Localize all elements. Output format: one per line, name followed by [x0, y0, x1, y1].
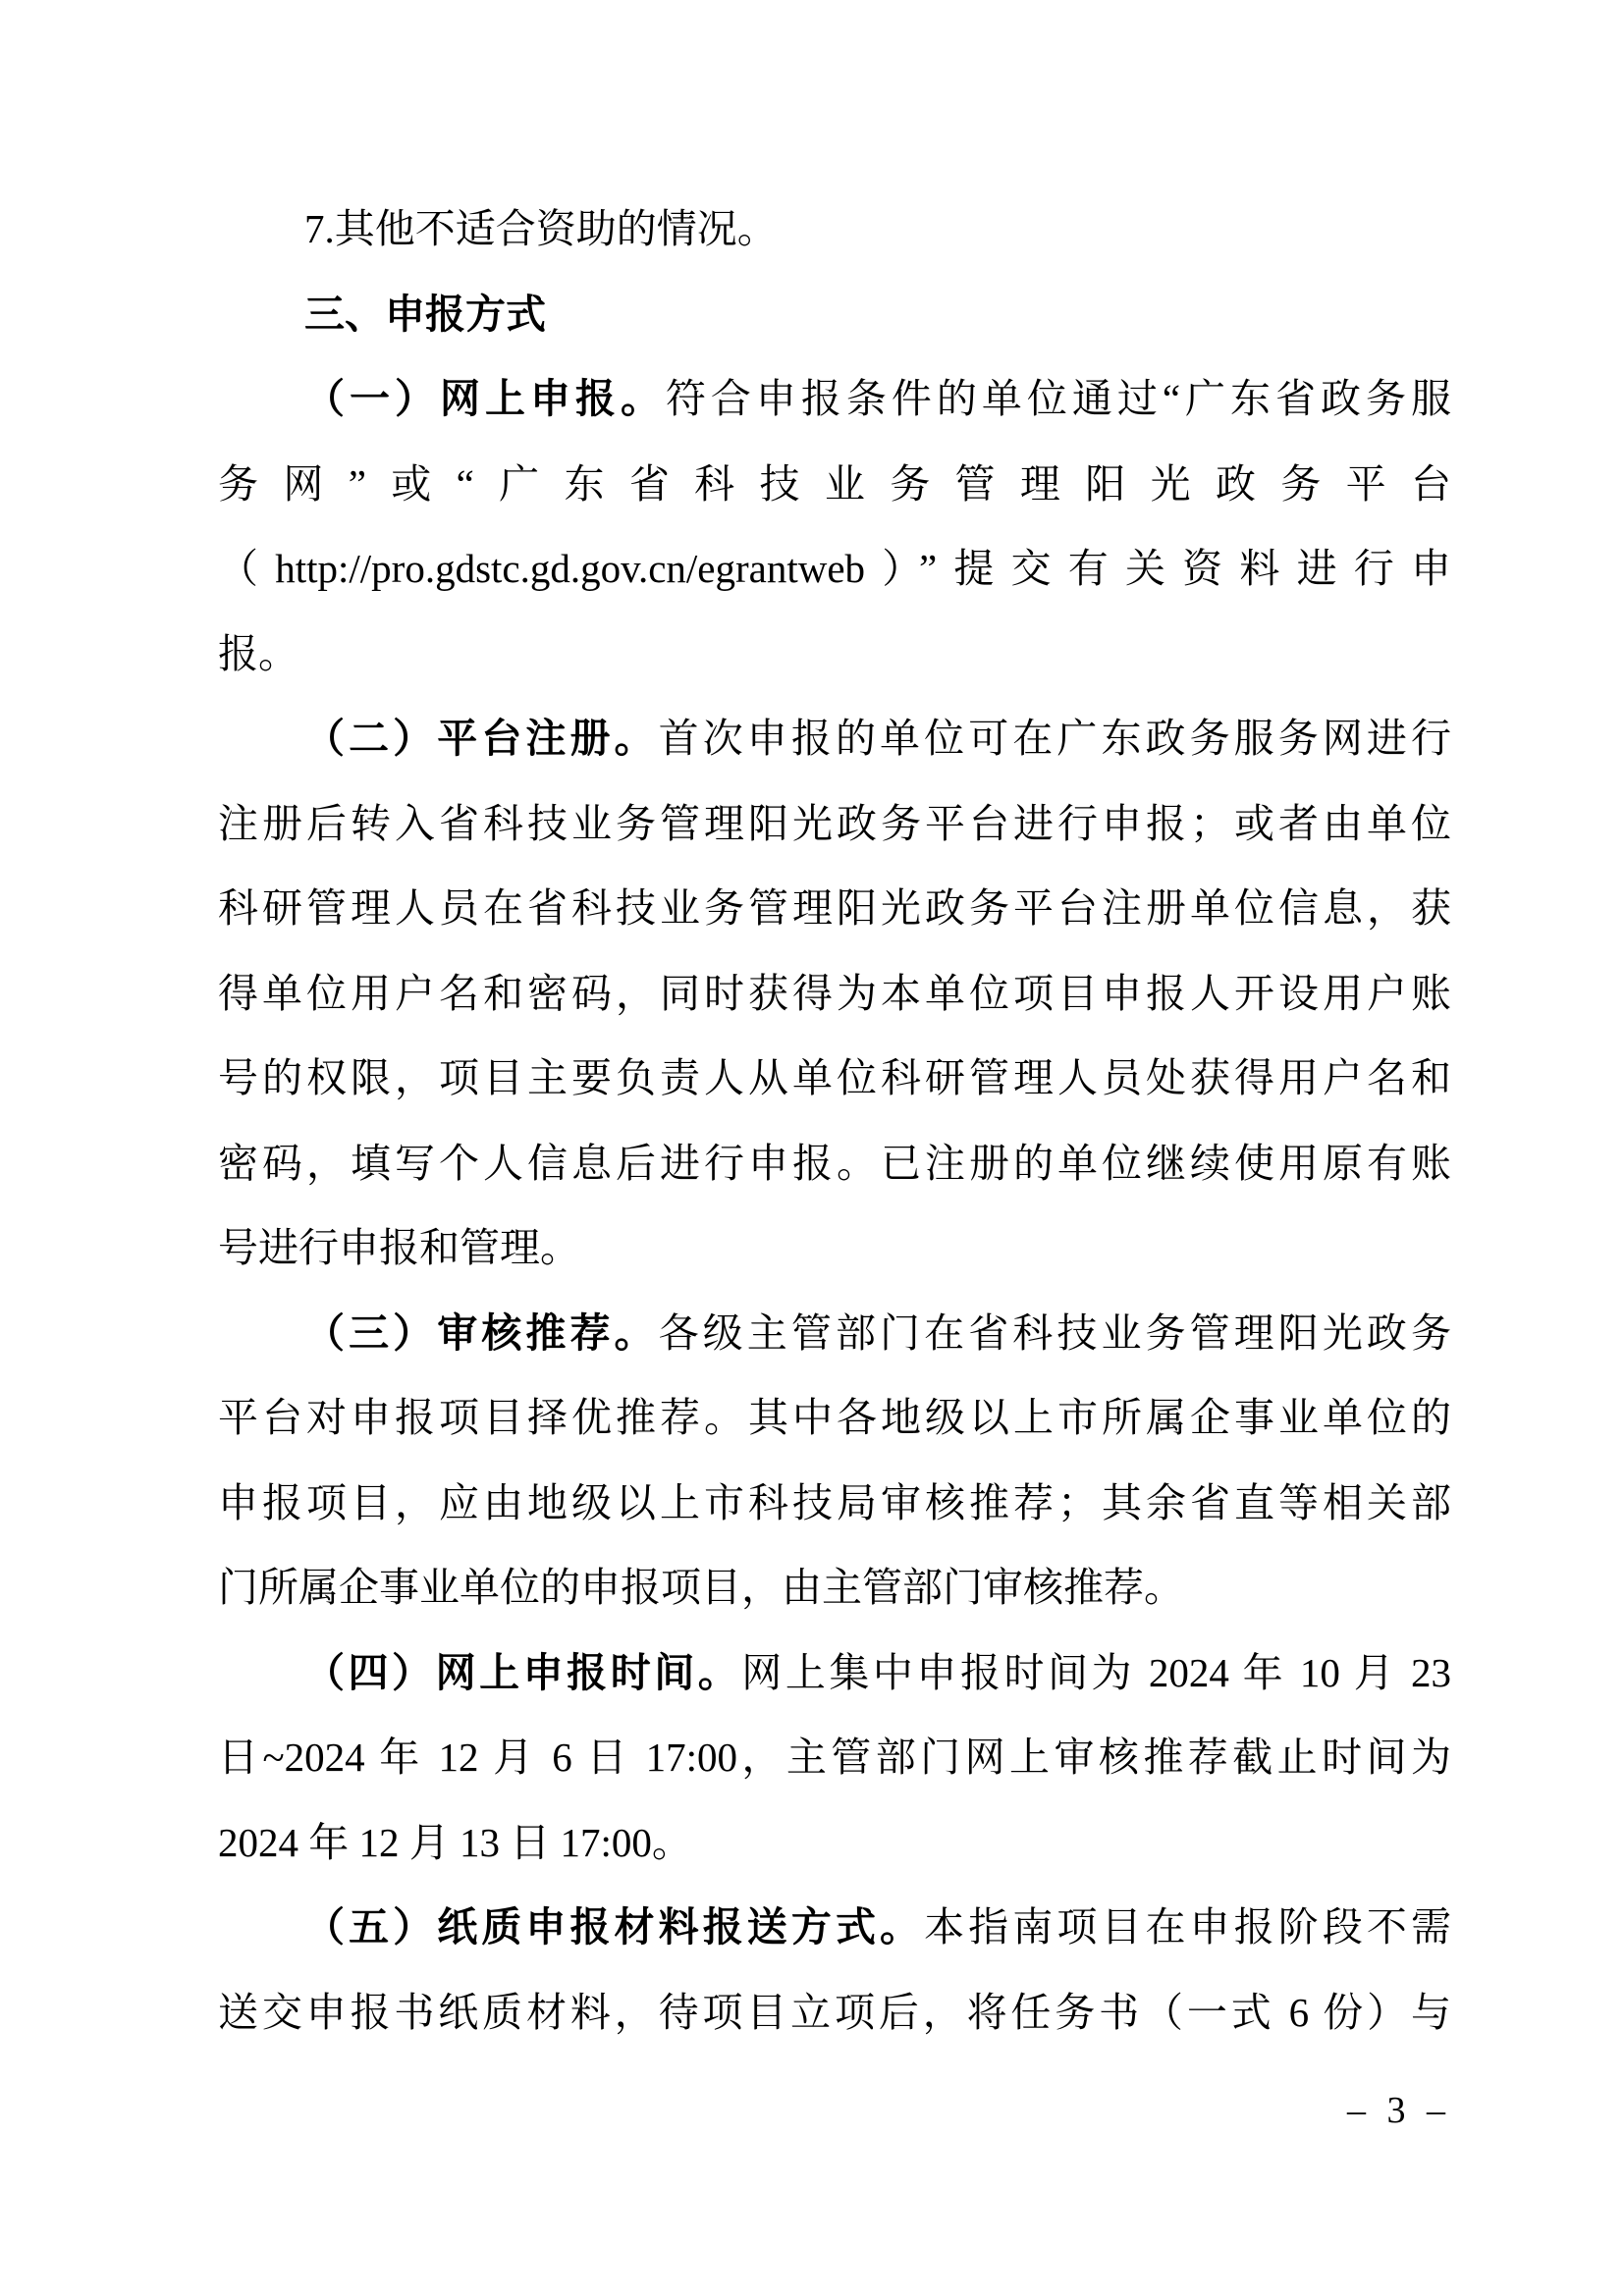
text-line	[218, 1545, 1451, 1630]
text-line	[218, 356, 1451, 442]
text-line	[218, 1036, 1451, 1121]
text-line	[218, 781, 1451, 867]
line-text: 务网”或“广东省科技业务管理阳光政务平台	[218, 460, 1451, 507]
line-text: 符合申报条件的单位通过“广东省政务服	[665, 376, 1451, 421]
line-text: 号的权限，项目主要负责人从单位科研管理人员处获得用户名和	[218, 1055, 1451, 1100]
text-line	[218, 272, 1451, 357]
text-line	[218, 1715, 1451, 1800]
text-line	[218, 1205, 1451, 1291]
line-text: 科研管理人员在省科技业务管理阳光政务平台注册单位信息，获	[218, 885, 1451, 931]
text-line	[218, 1375, 1451, 1461]
line-text: 首次申报的单位可在广东政务服务网进行	[658, 716, 1451, 761]
line-text-bold: （二）平台注册。	[304, 716, 659, 761]
text-line	[218, 526, 1451, 612]
line-text: 得单位用户名和密码，同时获得为本单位项目申报人开设用户账	[218, 970, 1451, 1016]
line-text: 申报项目，应由地级以上市科技局审核推荐；其余省直等相关部	[218, 1479, 1451, 1525]
line-text-bold: （一）网上申报。	[304, 376, 666, 421]
text-line	[218, 866, 1451, 951]
text-line	[218, 1885, 1451, 1970]
line-text: 门所属企事业单位的申报项目，由主管部门审核推荐。	[218, 1565, 1184, 1610]
text-line	[218, 1291, 1451, 1376]
text-line	[218, 696, 1451, 781]
line-text-bold: （五）纸质申报材料报送方式。	[304, 1904, 925, 1949]
text-line	[218, 612, 1451, 697]
text-line	[218, 1800, 1451, 1886]
line-text-bold: （四）网上申报时间。	[304, 1649, 742, 1695]
line-text: 日~2024 年 12 月 6 日 17:00，主管部门网上审核推荐截止时间为	[218, 1735, 1451, 1780]
text-line	[218, 1461, 1451, 1546]
text-block	[218, 187, 1451, 2055]
text-line	[218, 1121, 1451, 1206]
line-text: 注册后转入省科技业务管理阳光政务平台进行申报；或者由单位	[218, 800, 1451, 846]
text-line	[218, 951, 1451, 1037]
line-text-bold: （三）审核推荐。	[304, 1309, 659, 1356]
line-text: 送交申报书纸质材料，待项目立项后，将任务书（一式 6 份）与	[218, 1989, 1451, 2035]
text-line	[218, 442, 1451, 527]
line-text: 报。	[218, 630, 298, 676]
text-line	[218, 1630, 1451, 1716]
line-text: 平台对申报项目择优推荐。其中各地级以上市所属企事业单位的	[218, 1395, 1451, 1440]
text-line	[218, 187, 1451, 272]
line-text: 网上集中申报时间为 2024 年 10 月 23	[741, 1649, 1452, 1695]
line-text: 密码，填写个人信息后进行申报。已注册的单位继续使用原有账	[218, 1140, 1451, 1186]
line-text: （http://pro.gdstc.gd.gov.cn/egrantweb）”提交有关资料进行申	[218, 546, 1451, 591]
line-text: 号进行申报和管理。	[218, 1225, 580, 1270]
line-text: 2024 年 12 月 13 日 17:00。	[218, 1819, 692, 1865]
page-number: – 3 –	[1347, 2090, 1451, 2131]
line-text-bold: 三、申报方式	[304, 291, 546, 337]
text-line	[218, 1970, 1451, 2056]
line-text: 本指南项目在申报阶段不需	[924, 1904, 1452, 1949]
line-text: 7.其他不适合资助的情况。	[304, 206, 778, 251]
line-text: 各级主管部门在省科技业务管理阳光政务	[658, 1309, 1451, 1356]
